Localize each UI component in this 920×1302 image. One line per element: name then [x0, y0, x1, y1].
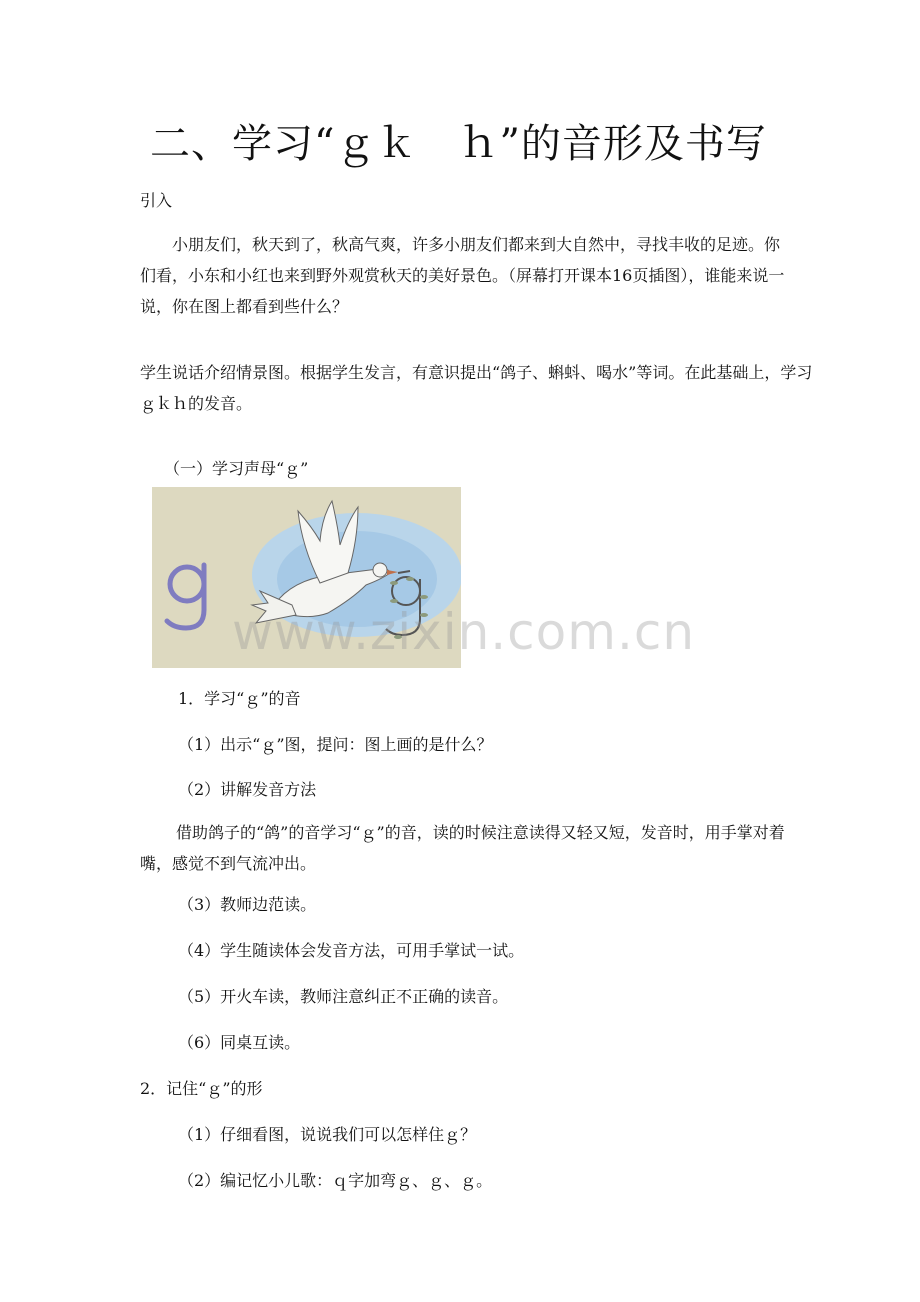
step-2-heading: 2．记住“ｇ”的形 [140, 1079, 263, 1098]
student-paragraph: 学生说话介绍情景图。根据学生发言，有意识提出“鸽子、蝌蚪、喝水”等词。在此基础上，学习ｇｋｈ的发音。 [140, 363, 813, 413]
step-1-heading: 1．学习“ｇ”的音 [178, 689, 301, 708]
step-1-6: （6）同桌互读。 [178, 1033, 301, 1052]
section-heading-g: （一）学习声母“ｇ” [164, 459, 309, 478]
step-1-2: （2）讲解发音方法 [178, 780, 317, 799]
step-1-1: （1）出示“ｇ”图，提问：图上画的是什么？ [178, 735, 493, 754]
watermark: www.zixin.com.cn [232, 603, 696, 661]
intro-paragraph: 小朋友们，秋天到了，秋高气爽，许多小朋友们都来到大自然中，寻找丰收的足迹。你们看，小东和小红也来到野外观赏秋天的美好景色。（屏幕打开课本16页插图），谁能来说一说，你在图上都看到些什么？ [140, 235, 785, 316]
step-1-3: （3）教师边范读。 [178, 895, 317, 914]
step-1-5: （5）开火车读，教师注意纠正不正确的读音。 [178, 987, 509, 1006]
explain-paragraph: 借助鸽子的“鸽”的音学习“ｇ”的音，读的时候注意读得又轻又短，发音时，用手掌对着嘴，感觉不到气流冲出。 [140, 823, 785, 873]
step-1-4: （4）学生随读体会发音方法，可用手掌试一试。 [178, 941, 525, 960]
step-2-1: （1）仔细看图，说说我们可以怎样住ｇ？ [178, 1125, 477, 1144]
page-title: 二、学习“ｇｋ ｈ”的音形及书写 [150, 121, 767, 167]
step-2-2: （2）编记忆小儿歌：ｑ字加弯ｇ、ｇ、ｇ。 [178, 1171, 493, 1190]
intro-label: 引入 [140, 191, 173, 210]
